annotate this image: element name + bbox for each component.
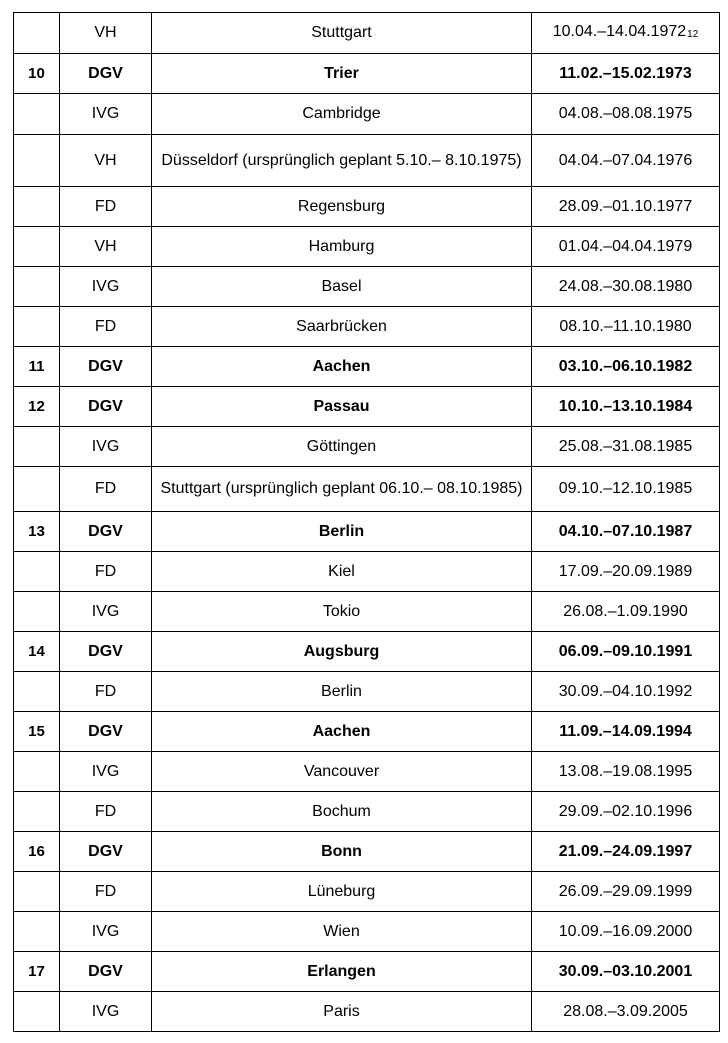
table-row: [14, 912, 720, 952]
table-row: [14, 387, 720, 427]
event-type-cell: FD: [60, 872, 152, 912]
date-range-text: 26.08.–1.09.1990: [563, 602, 688, 620]
location-cell: Stuttgart (ursprünglich geplant 06.10.– 08.10.1985): [152, 467, 532, 512]
date-range-text: 01.04.–04.04.1979: [558, 237, 693, 255]
date-cell: [532, 135, 720, 187]
date-cell: [532, 752, 720, 792]
date-range-text: 24.08.–30.08.1980: [558, 277, 693, 295]
location-cell: Wien: [152, 912, 532, 952]
footnote-marker: 12: [687, 29, 699, 40]
location-cell: Passau: [152, 387, 532, 427]
location-cell: Basel: [152, 267, 532, 307]
congress-number-cell: [14, 94, 60, 135]
congress-number-cell: 12: [14, 387, 60, 427]
congress-number-cell: [14, 792, 60, 832]
date-cell: [532, 427, 720, 467]
location-cell: Aachen: [152, 712, 532, 752]
date-cell: [532, 992, 720, 1032]
date-range-text: 28.09.–01.10.1977: [558, 197, 693, 215]
congress-number-cell: [14, 872, 60, 912]
event-type-cell: FD: [60, 552, 152, 592]
congress-number-cell: 14: [14, 632, 60, 672]
date-cell: [532, 832, 720, 872]
event-type-cell: DGV: [60, 347, 152, 387]
table-row: [14, 512, 720, 552]
date-range-text: 25.08.–31.08.1985: [558, 437, 693, 455]
date-range-text: 29.09.–02.10.1996: [558, 802, 693, 820]
event-type-cell: FD: [60, 672, 152, 712]
congress-number-cell: [14, 592, 60, 632]
date-cell: [532, 512, 720, 552]
congress-number-cell: 10: [14, 54, 60, 94]
table-row: [14, 872, 720, 912]
table-row: [14, 952, 720, 992]
event-type-cell: IVG: [60, 267, 152, 307]
event-type-cell: IVG: [60, 94, 152, 135]
congress-number-cell: 17: [14, 952, 60, 992]
congress-number-cell: [14, 135, 60, 187]
date-range-text: 13.08.–19.08.1995: [558, 762, 693, 780]
event-type-cell: IVG: [60, 752, 152, 792]
event-type-cell: DGV: [60, 952, 152, 992]
date-cell: [532, 952, 720, 992]
location-cell: Göttingen: [152, 427, 532, 467]
table-row: [14, 552, 720, 592]
date-range-text: 10.09.–16.09.2000: [558, 922, 693, 940]
event-type-cell: IVG: [60, 912, 152, 952]
table-row: [14, 267, 720, 307]
event-type-cell: IVG: [60, 992, 152, 1032]
table-row: [14, 13, 720, 54]
date-cell: [532, 792, 720, 832]
table-row: [14, 54, 720, 94]
location-cell: Hamburg: [152, 227, 532, 267]
table-row: [14, 672, 720, 712]
table-row: [14, 592, 720, 632]
congress-number-cell: [14, 427, 60, 467]
date-range-text: 06.09.–09.10.1991: [558, 642, 693, 660]
date-cell: [532, 552, 720, 592]
table-row: [14, 227, 720, 267]
date-cell: [532, 632, 720, 672]
table-row: [14, 94, 720, 135]
event-type-cell: VH: [60, 135, 152, 187]
event-type-cell: DGV: [60, 832, 152, 872]
congress-number-cell: [14, 552, 60, 592]
table-row: [14, 712, 720, 752]
location-cell: Stuttgart: [152, 13, 532, 54]
location-cell: Düsseldorf (ursprünglich geplant 5.10.– 8.10.1975): [152, 135, 532, 187]
congress-number-cell: [14, 752, 60, 792]
date-cell: [532, 467, 720, 512]
congress-number-cell: [14, 267, 60, 307]
date-range-text: 10.10.–13.10.1984: [558, 397, 693, 415]
date-range-text: 11.02.–15.02.1973: [559, 64, 692, 82]
table-row: [14, 832, 720, 872]
date-cell: [532, 227, 720, 267]
congress-number-cell: [14, 672, 60, 712]
date-range-text: 26.09.–29.09.1999: [558, 882, 693, 900]
table-row: [14, 427, 720, 467]
date-range-text: 04.08.–08.08.1975: [558, 105, 693, 122]
location-cell: Erlangen: [152, 952, 532, 992]
location-cell: Saarbrücken: [152, 307, 532, 347]
location-cell: Augsburg: [152, 632, 532, 672]
event-type-cell: DGV: [60, 54, 152, 94]
date-range-text: 28.08.–3.09.2005: [563, 1002, 688, 1020]
event-type-cell: DGV: [60, 512, 152, 552]
location-cell: Paris: [152, 992, 532, 1032]
location-cell: Vancouver: [152, 752, 532, 792]
location-cell: Berlin: [152, 512, 532, 552]
event-type-cell: IVG: [60, 427, 152, 467]
table-row: [14, 307, 720, 347]
conference-table-body: [14, 13, 720, 1032]
date-cell: [532, 592, 720, 632]
congress-number-cell: 16: [14, 832, 60, 872]
date-cell: [532, 267, 720, 307]
location-cell: Regensburg: [152, 187, 532, 227]
congress-number-cell: [14, 467, 60, 512]
table-row: [14, 347, 720, 387]
location-cell: Cambridge: [152, 94, 532, 135]
congress-number-cell: [14, 307, 60, 347]
event-type-cell: IVG: [60, 592, 152, 632]
event-type-cell: DGV: [60, 712, 152, 752]
date-range-text: 10.04.–14.04.1972: [552, 23, 687, 40]
date-range-text: 09.10.–12.10.1985: [558, 480, 693, 497]
date-range-text: 30.09.–04.10.1992: [558, 682, 693, 700]
date-cell: [532, 712, 720, 752]
date-cell: [532, 672, 720, 712]
congress-number-cell: [14, 912, 60, 952]
congress-number-cell: 15: [14, 712, 60, 752]
location-cell: Bonn: [152, 832, 532, 872]
date-cell: [532, 187, 720, 227]
date-cell: [532, 54, 720, 94]
conference-table-page: [13, 12, 715, 1032]
date-range-text: 03.10.–06.10.1982: [558, 357, 693, 375]
location-cell: Kiel: [152, 552, 532, 592]
date-cell: [532, 94, 720, 135]
date-range-text: 21.09.–24.09.1997: [558, 842, 693, 860]
date-range-text: 04.04.–07.04.1976: [558, 151, 693, 169]
event-type-cell: FD: [60, 792, 152, 832]
congress-number-cell: [14, 187, 60, 227]
date-cell: [532, 387, 720, 427]
location-cell: Berlin: [152, 672, 532, 712]
event-type-cell: FD: [60, 467, 152, 512]
date-range-text: 30.09.–03.10.2001: [558, 962, 693, 980]
table-row: [14, 135, 720, 187]
location-cell: Lüneburg: [152, 872, 532, 912]
congress-number-cell: [14, 13, 60, 54]
location-cell: Bochum: [152, 792, 532, 832]
congress-number-cell: 11: [14, 347, 60, 387]
congress-number-cell: [14, 992, 60, 1032]
date-cell: [532, 347, 720, 387]
date-cell: [532, 13, 720, 54]
congress-number-cell: 13: [14, 512, 60, 552]
event-type-cell: DGV: [60, 632, 152, 672]
date-range-text: 08.10.–11.10.1980: [559, 317, 692, 335]
date-cell: [532, 307, 720, 347]
table-row: [14, 187, 720, 227]
location-cell: Trier: [152, 54, 532, 94]
event-type-cell: DGV: [60, 387, 152, 427]
event-type-cell: FD: [60, 187, 152, 227]
location-cell: Aachen: [152, 347, 532, 387]
table-row: [14, 992, 720, 1032]
date-cell: [532, 872, 720, 912]
table-row: [14, 752, 720, 792]
date-range-text: 17.09.–20.09.1989: [558, 562, 693, 580]
event-type-cell: VH: [60, 227, 152, 267]
table-row: [14, 632, 720, 672]
event-type-cell: VH: [60, 13, 152, 54]
date-range-text: 11.09.–14.09.1994: [559, 722, 692, 740]
table-row: [14, 467, 720, 512]
location-cell: Tokio: [152, 592, 532, 632]
date-cell: [532, 912, 720, 952]
date-range-text: 04.10.–07.10.1987: [558, 522, 693, 540]
table-row: [14, 792, 720, 832]
event-type-cell: FD: [60, 307, 152, 347]
conference-table: [13, 12, 720, 1032]
congress-number-cell: [14, 227, 60, 267]
